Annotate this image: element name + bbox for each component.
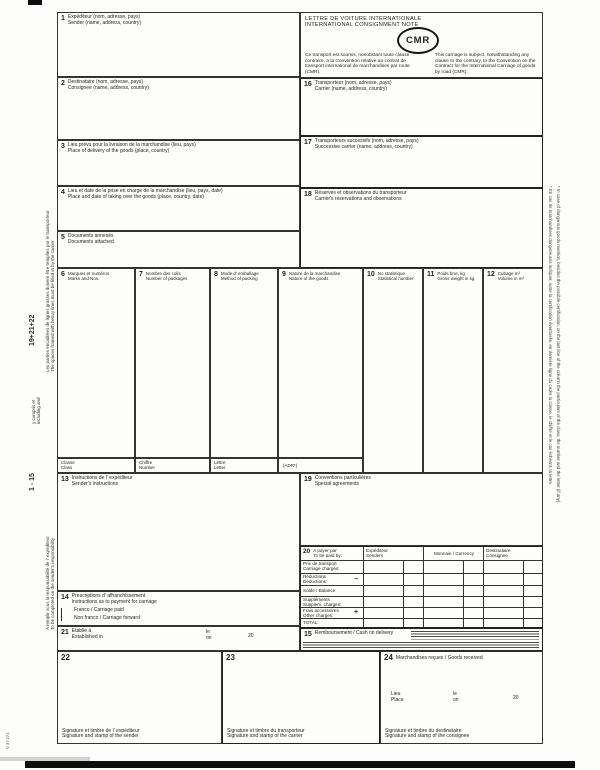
field-4-number: 4: [61, 189, 65, 196]
field-5-number: 5: [61, 234, 65, 241]
field-7-packages[interactable]: [135, 268, 210, 458]
field-1-label: [58, 13, 299, 26]
field-21-number: 21: [61, 629, 69, 636]
field-21-label: [58, 627, 299, 640]
margin-sender-note-fr: A remplir sous la responsabilité de l' expéditeur: [45, 536, 50, 630]
adr-lettre-cell[interactable]: [210, 458, 278, 473]
charges-col-currency: Monnaie / Currency: [433, 551, 475, 556]
place-label: Place: [391, 696, 404, 703]
on-label: on: [206, 634, 212, 641]
field-9-number: 9: [282, 271, 286, 278]
field-13-label-fr: Instructions de l' expéditeur: [71, 475, 133, 481]
field-7-label-fr: Nombre des colis: [145, 271, 181, 276]
field-17-number: 17: [304, 139, 312, 146]
field-14-number: 14: [61, 594, 69, 601]
field-8-label-en: Method of packing: [220, 276, 258, 281]
adr-classe-fr: Classe: [61, 460, 75, 465]
field-24-le-on: [453, 692, 459, 703]
field-20-number: 20: [303, 548, 311, 555]
field-4-taking-over[interactable]: [57, 186, 300, 231]
adr-classe-en: Class: [61, 465, 73, 470]
adr-chiffre-en: Number: [139, 465, 156, 470]
field-16-label: [301, 79, 542, 92]
charges-row-supplements-fr: Suppléments: [303, 597, 330, 602]
field-11-label-fr: Poids brut, kg: [437, 271, 465, 276]
field-24-label-text: Marchandises reçues / Goods received: [395, 655, 483, 661]
field-14-payment-instructions[interactable]: [57, 591, 300, 626]
charges-row-carriage: [301, 560, 363, 571]
plus-sign: +: [354, 609, 359, 616]
field-12-number: 12: [487, 271, 495, 278]
margin-sender-note: [45, 536, 56, 630]
field-2-consignee[interactable]: [57, 77, 300, 140]
charges-row-other-en: Other charges:: [303, 613, 334, 619]
field-2-label: [58, 78, 299, 91]
field-3-label-fr: Lieu prévu pour la livraison de la marchandise (lieu, pays): [67, 142, 196, 148]
margin-sender-note-en: To be completed on the sender's responsibility: [50, 537, 56, 630]
field-19-label: [301, 474, 542, 487]
field-14-label: [58, 592, 299, 605]
charges-col-sender-fr: Expéditeur: [366, 548, 388, 553]
field-13-label-en: Sender's instructions: [71, 480, 119, 487]
field-14-label-en: Instructions as to payment for carriage: [71, 598, 157, 605]
field-3-label-en: Place of delivery of the goods (place, country): [67, 147, 170, 154]
charges-row-deductions-fr: Réductions: [303, 574, 326, 579]
grid-line: [423, 547, 424, 627]
field-16-carrier[interactable]: [300, 78, 543, 136]
charges-col-sender-en: Senders: [366, 553, 384, 559]
field-13-sender-instructions[interactable]: [57, 473, 300, 591]
field-13-number: 13: [61, 476, 69, 483]
charges-row-carriage-en: Carriage charges:: [303, 566, 340, 572]
franco-tick: [61, 608, 62, 621]
charges-row-deductions-en: Deductions:: [303, 579, 328, 585]
field-18-label-fr: Réserves et observations du transporteur: [314, 190, 407, 196]
field-15-number: 15: [304, 631, 312, 638]
field-6-label: [58, 269, 134, 281]
margin-including-fr: y compris et: [31, 399, 36, 424]
charges-payer-en: To be paid by:: [313, 553, 342, 559]
field-17-label-en: Successive carrier (name, address, country): [314, 143, 413, 150]
field-9-nature-of-goods[interactable]: [278, 268, 363, 458]
field-9-label: [279, 269, 362, 281]
field-23-sig-en: Signature and stamp of the carrier: [227, 733, 303, 740]
field-24-label: [381, 652, 542, 662]
margin-including-en: including and: [36, 397, 42, 424]
margin-adr-note-en: * In case of dangerous goods mention, besides the possible certification, on the last line of the column the particulars of the class, the number and the letter (if any).: [556, 186, 561, 504]
field-24-year: 20: [513, 695, 519, 701]
field-5-documents[interactable]: [57, 231, 300, 268]
field-2-number: 2: [61, 80, 65, 87]
adr-classe-cell[interactable]: [57, 458, 135, 473]
field-8-label: [211, 269, 277, 281]
field-6-label-en: Marks and Nos.: [67, 276, 100, 281]
field-1-sender[interactable]: [57, 12, 300, 77]
field-17-label-fr: Transporteurs successifs (nom, adresse, pays): [314, 138, 419, 144]
field-7-label: [136, 269, 209, 281]
field-5-label: [58, 232, 299, 245]
margin-including: [31, 397, 42, 424]
scan-mark-bottom: [25, 761, 575, 768]
field-17-successive-carrier[interactable]: [300, 136, 543, 188]
field-3-label: [58, 141, 299, 154]
field-11-label-en: Gross weight in kg: [437, 276, 475, 281]
field-8-label-fr: Mode d' emballage: [220, 271, 259, 276]
field-19-number: 19: [304, 476, 312, 483]
field-2-label-fr: Destinataire (nom, adresse, pays): [67, 79, 143, 85]
field-23-number: 23: [226, 653, 235, 662]
field-13-label: [58, 474, 299, 487]
field-12-volume[interactable]: [483, 268, 543, 473]
field-24-sig-fr: Signature et timbre du destinataire: [385, 727, 462, 734]
field-20-charges-table[interactable]: [300, 546, 543, 628]
field-6-marks[interactable]: [57, 268, 135, 458]
adr-lettre-en: Letter: [214, 465, 226, 470]
charges-row-total: TOTAL:: [303, 620, 319, 625]
cmr-logo: [397, 27, 439, 54]
field-7-label-en: Number of packages: [145, 276, 188, 281]
charges-row-supplements-en: Supplem. charges:: [303, 602, 342, 608]
field-22-label: [58, 652, 221, 661]
field-12-label: [484, 269, 542, 281]
form-title-fr: LETTRE DE VOITURE INTERNATIONALE: [305, 16, 422, 22]
cmr-logo-text: CMR: [405, 35, 431, 46]
convention-note-en: This carriage is subject, notwithstanding any clause to the contrary, to the Convention on the Contract for the International Carriage of goods by road (CMR).: [435, 53, 536, 75]
field-11-gross-weight[interactable]: [423, 268, 483, 473]
on-label: on: [453, 696, 459, 703]
charges-col-consignee-fr: Destinataire: [486, 548, 511, 553]
field-24-place: [391, 692, 404, 703]
convention-note-fr: Ce transport est soumis, nonobstant toute clause contraire, a la Convention relative au contrat de transport international de marchandises par route (CMR).: [305, 53, 410, 75]
charges-row-carriage-fr: Prix de transport: [303, 561, 337, 566]
field-19-special-agreements[interactable]: [300, 473, 543, 546]
margin-sender-fields: 19+21+22: [29, 314, 36, 346]
adr-label: (ADR*): [283, 463, 298, 468]
field-3-number: 3: [61, 143, 65, 150]
field-8-number: 8: [214, 271, 218, 278]
margin-carrier-note-en: The spaces framed with heavy lines must be filled in by the carrier: [50, 240, 56, 372]
field-19-label-fr: Conventions particulières: [314, 475, 371, 481]
cmr-header-box: [300, 12, 543, 78]
adr-cell[interactable]: [278, 458, 363, 473]
field-5-label-fr: Documents annexés: [67, 233, 114, 239]
field-23-label: [223, 652, 379, 661]
charges-row-supplements: [301, 596, 363, 607]
form-title-en: INTERNATIONAL CONSIGNMENT NOTE: [305, 22, 419, 29]
field-10-number: 10: [367, 271, 375, 278]
field-10-label-en: Statistical number: [377, 276, 414, 281]
field-24-sig-en: Signature and stamp of the consignee: [385, 733, 470, 740]
field-22-signature-caption: [62, 729, 139, 740]
lieu-label: Lieu: [391, 691, 401, 697]
field-21-label-en: Established in: [71, 633, 103, 640]
field-5-label-en: Documents attached: [67, 238, 114, 245]
field-23-carrier-signature[interactable]: [222, 651, 380, 744]
scan-mark-top: [28, 0, 42, 5]
franco-option[interactable]: Franco / Carriage paid: [74, 607, 124, 613]
field-4-label-fr: Lieu et date de la prise en charge de la marchandise (lieu, pays, date): [67, 188, 223, 194]
grid-line: [463, 560, 464, 627]
charges-row-other-fr: Frais accessoires: [303, 608, 339, 613]
field-16-number: 16: [304, 81, 312, 88]
scan-smudge: [0, 757, 90, 761]
field-1-number: 1: [61, 15, 65, 22]
margin-carrier-note: [45, 210, 56, 372]
grid-line: [403, 560, 404, 627]
field-22-sig-en: Signature and stamp of the sender: [62, 733, 139, 740]
minus-sign: −: [354, 576, 359, 583]
margin-adr-note-fr: * En cas de marchandises dangereuses indiquer, outre la certification éventuelle, en dernière ligne du cadre la classe, le chiffre et le cas échéant, la lettre.: [548, 186, 553, 486]
le-label: le: [206, 629, 210, 635]
field-18-reservations[interactable]: [300, 188, 543, 268]
field-10-statistical-number[interactable]: [363, 268, 423, 473]
field-21-label-fr: Etablie à: [71, 628, 92, 634]
margin-carrier-note-fr: Les parties encadrées de lignes grasses doivent être remplies par le transporteur: [45, 210, 50, 372]
field-22-number: 22: [61, 653, 70, 662]
field-18-number: 18: [304, 191, 312, 198]
charges-header-label: [301, 547, 363, 558]
charges-payer-fr: A payer par: [313, 548, 337, 553]
field-10-label: [364, 269, 422, 281]
field-1-label-fr: Expéditeur (nom, adresse, pays): [67, 14, 141, 20]
adr-lettre-fr: Lettre: [214, 460, 226, 465]
field-24-goods-received[interactable]: [380, 651, 543, 744]
field-21-established-in[interactable]: [57, 626, 300, 651]
field-3-delivery-place[interactable]: [57, 140, 300, 186]
charges-col-consignee-en: Consignee: [486, 553, 508, 559]
field-2-label-en: Consignee (name, address, country): [67, 84, 149, 91]
field-11-label: [424, 269, 482, 281]
field-7-number: 7: [139, 271, 143, 278]
charges-col-sender: [364, 547, 422, 558]
field-24-number: 24: [384, 653, 393, 662]
field-12-label-fr: Cubage m³: [497, 271, 521, 276]
field-16-label-fr: Transporteur (nom, adresse, pays): [314, 80, 392, 86]
hatched-area: [303, 642, 539, 649]
field-9-label-en: Nature of the goods: [288, 276, 329, 281]
field-10-label-fr: No statistique: [377, 271, 406, 276]
charges-row-balance: Solde / Balance: [303, 588, 336, 593]
field-4-label-en: Place and date of taking over the goods (place, country, date): [67, 193, 205, 200]
field-18-label-en: Carrier's reservations and observations: [314, 195, 402, 202]
form-title: [305, 16, 421, 29]
field-15-label-text: Remboursement / Cash on delivery: [314, 630, 394, 636]
adr-chiffre-fr: Chiffre: [139, 460, 153, 465]
field-17-label: [301, 137, 542, 150]
field-8-packing[interactable]: [210, 268, 278, 458]
margin-sender-range: 1 - 15: [29, 473, 36, 491]
field-6-number: 6: [61, 271, 65, 278]
form-code: © 37.271: [5, 732, 10, 749]
field-23-signature-caption: [227, 729, 305, 740]
grid-line: [523, 560, 524, 627]
field-12-label-en: Volume in m³: [497, 276, 525, 281]
field-24-signature-caption: [385, 729, 469, 740]
field-6-label-fr: Marques et numéros: [67, 271, 110, 276]
le-label: le: [453, 691, 457, 697]
field-14-label-fr: Prescriptions d' affranchissement: [71, 593, 146, 599]
field-22-sender-signature[interactable]: [57, 651, 222, 744]
field-21-le-on: [206, 630, 212, 641]
field-18-label: [301, 189, 542, 202]
field-11-number: 11: [427, 271, 435, 278]
grid-line: [483, 547, 484, 627]
field-4-label: [58, 187, 299, 200]
field-21-year: 20: [248, 633, 254, 639]
hatched-area: [411, 631, 539, 641]
field-22-sig-fr: Signature et timbre de l' expéditeur: [62, 727, 140, 734]
field-19-label-en: Special agreements: [314, 480, 359, 487]
field-1-label-en: Sender (name, address, country): [67, 19, 141, 26]
field-9-label-fr: Nature de la marchandise: [288, 271, 341, 276]
grid-line: [363, 547, 364, 627]
field-23-sig-fr: Signature et timbre du transporteur: [227, 727, 305, 734]
charges-col-consignee: [484, 547, 542, 558]
non-franco-option[interactable]: Non franco / Carriage forward: [74, 615, 140, 621]
adr-chiffre-cell[interactable]: [135, 458, 210, 473]
field-16-label-en: Carrier (name, address, country): [314, 85, 388, 92]
field-15-cash-on-delivery[interactable]: [300, 628, 543, 651]
